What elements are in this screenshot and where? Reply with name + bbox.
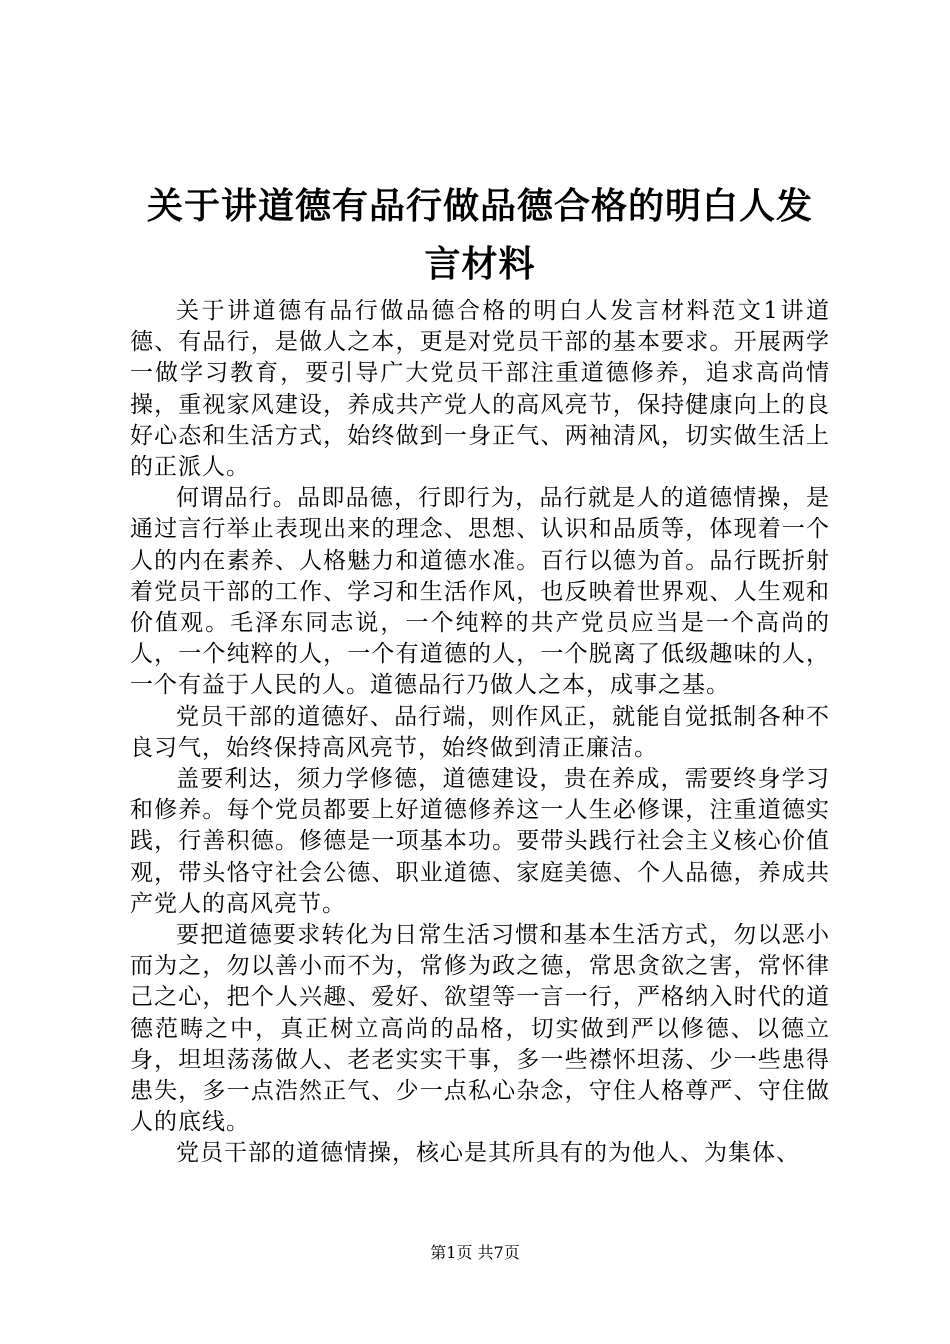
document-page	[130, 178, 830, 1170]
page-number-footer: 第1页 共7页	[430, 1243, 520, 1262]
document-title: 关于讲道德有品行做品德合格的明白人发言材料	[146, 186, 813, 285]
paragraph-2: 何谓品行。品即品德，行即行为，品行就是人的道德情操，是通过言行举止表现出来的理念、思想、认识和品质等，体现着一个人的内在素养、人格魅力和道德水准。百行以德为首。品行既折射着党员干部的工作、学习和生活作风，也反映着世界观、人生观和价值观。毛泽东同志说，一个纯粹的共产党员应当是一个高尚的人，一个纯粹的人，一个有道德的人，一个脱离了低级趣味的人，一个有益于人民的人。道德品行乃做人之本，成事之基。	[130, 485, 830, 699]
paragraph-6: 党员干部的道德情操，核心是其所具有的为他人、为集体、	[176, 1140, 800, 1167]
document-body	[130, 296, 830, 1170]
paragraph-4: 盖要利达，须力学修德，道德建设，贵在养成，需要终身学习和修养。每个党员都要上好道德修养这一人生必修课，注重道德实践，行善积德。修德是一项基本功。要带头践行社会主义核心价值观，带头恪守社会公德、职业道德、家庭美德、个人品德，养成共产党人的高风亮节。	[130, 766, 830, 917]
paragraph-5: 要把道德要求转化为日常生活习惯和基本生活方式，勿以恶小而为之，勿以善小而不为，常修为政之德，常思贪欲之害，常怀律己之心，把个人兴趣、爱好、欲望等一言一行，严格纳入时代的道德范畴之中，真正树立高尚的品格，切实做到严以修德、以德立身，坦坦荡荡做人、老老实实干事，多一些襟怀坦荡、少一些患得患失，多一点浩然正气、少一点私心杂念，守住人格尊严、守住做人的底线。	[130, 922, 830, 1136]
paragraph-3: 党员干部的道德好、品行端，则作风正，就能自觉抵制各种不良习气，始终保持高风亮节，始终做到清正廉洁。	[130, 703, 830, 761]
paragraph-1: 关于讲道德有品行做品德合格的明白人发言材料范文1讲道德、有品行，是做人之本，更是对党员干部的基本要求。开展两学一做学习教育，要引导广大党员干部注重道德修养，追求高尚情操，重视家风建设，养成共产党人的高风亮节，保持健康向上的良好心态和生活方式，始终做到一身正气、两袖清风，切实做生活上的正派人。	[130, 298, 830, 481]
